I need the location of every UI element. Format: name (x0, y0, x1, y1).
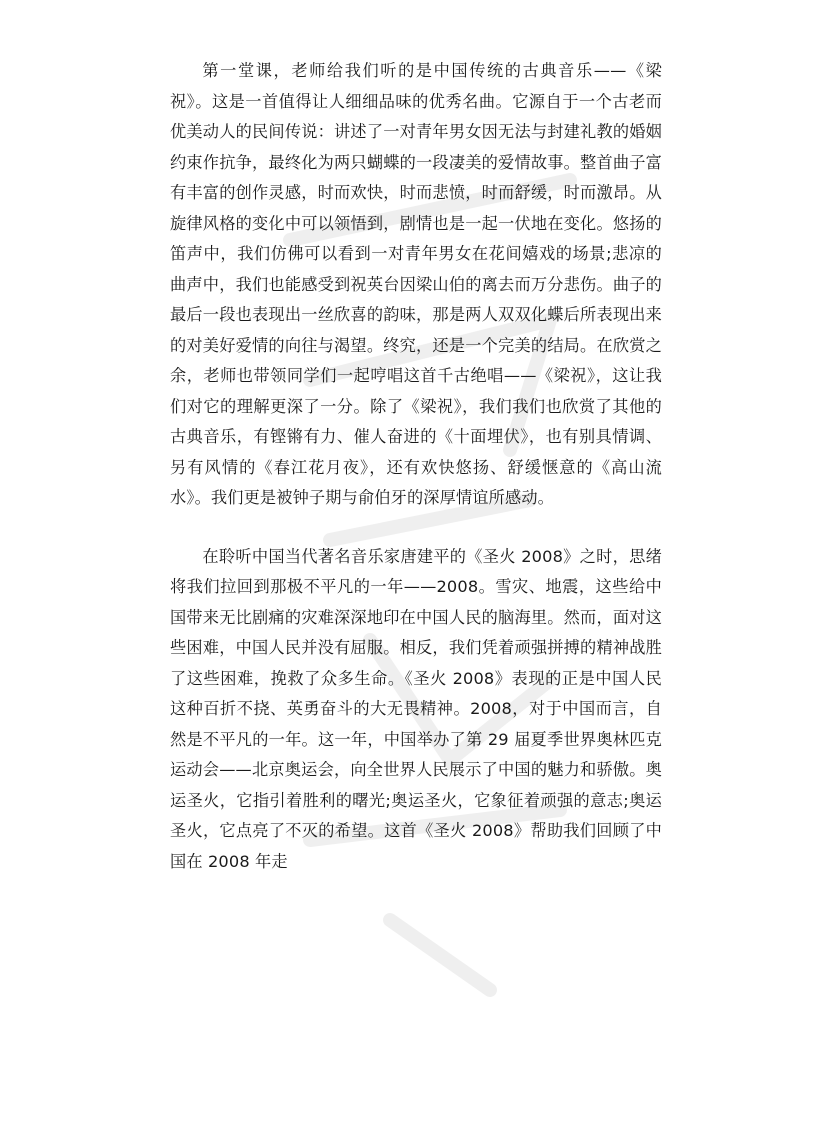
paragraph-liangzhu: 第一堂课，老师给我们听的是中国传统的古典音乐——《梁祝》。这是一首值得让人细细品味的优秀名曲。它源自于一个古老而优美动人的民间传说：讲述了一对青年男女因无法与封建礼教的婚姻约束作抗争，最终化为两只蝴蝶的一段凄美的爱情故事。整首曲子富有丰富的创作灵感，时而欢快，时而悲愤，时而舒缓，时而激昂。从旋律风格的变化中可以领悟到，剧情也是一起一伏地在变化。悠扬的笛声中，我们仿佛可以看到一对青年男女在花间嬉戏的场景;悲凉的曲声中，我们也能感受到祝英台因梁山伯的离去而万分悲伤。曲子的最后一段也表现出一丝欣喜的韵味，那是两人双双化蝶后所表现出来的对美好爱情的向往与渴望。终究，还是一个完美的结局。在欣赏之余，老师也带领同学们一起哼唱这首千古绝唱——《梁祝》，这让我们对它的理解更深了一分。除了《梁祝》，我们我们也欣赏了其他的古典音乐，有铿锵有力、催人奋进的《十面埋伏》，也有别具情调、另有风情的《春江花月夜》，还有欢快悠扬、舒缓惬意的《高山流水》。我们更是被钟子期与俞伯牙的深厚情谊所感动。 (170, 61, 662, 507)
paragraph-shenghuo-2008: 在聆听中国当代著名音乐家唐建平的《圣火 2008》之时，思绪将我们拉回到那极不平凡的一年——2008。雪灾、地震，这些给中国带来无比剧痛的灾难深深地印在中国人民的脑海里。然而，面对这些困难，中国人民并没有屈服。相反，我们凭着顽强拼搏的精神战胜了这些困难，挽救了众多生命。《圣火 2008》表现的正是中国人民这种百折不挠、英勇奋斗的大无畏精神。2008，对于中国而言，自然是不平凡的一年。这一年，中国举办了第 29 届夏季世界奥林匹克运动会——北京奥运会，向全世界人民展示了中国的魅力和骄傲。奥运圣火，它指引着胜利的曙光;奥运圣火，它象征着顽强的意志;奥运圣火，它点亮了不灭的希望。这首《圣火 2008》帮助我们回顾了中国在 2008 年走 (170, 546, 662, 871)
article-body (170, 56, 662, 877)
